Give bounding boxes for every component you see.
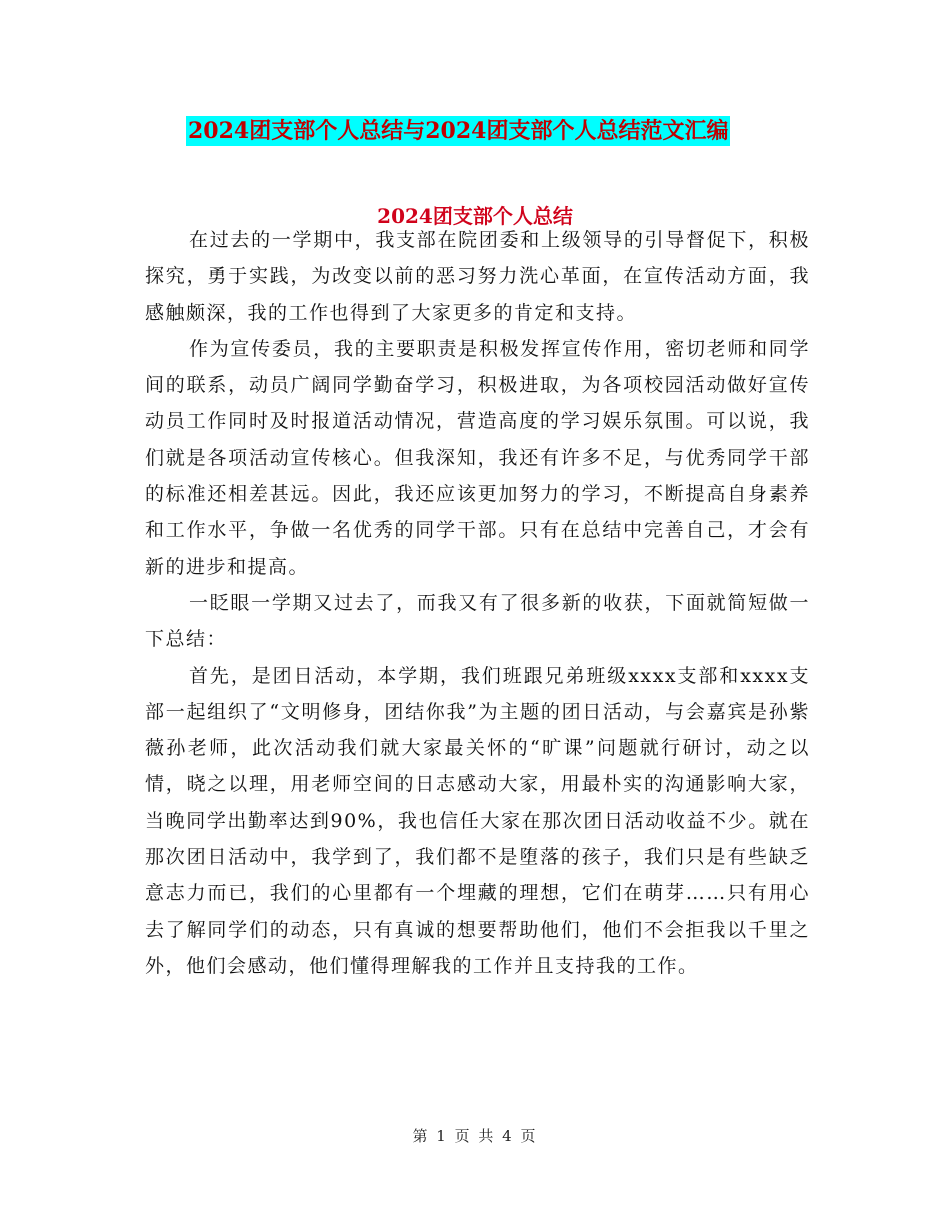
document-main-title: 2024团支部个人总结与2024团支部个人总结范文汇编	[188, 118, 729, 144]
body-paragraph: 一眨眼一学期又过去了，而我又有了很多新的收获，下面就简短做一下总结：	[145, 591, 810, 651]
document-body	[145, 222, 810, 984]
body-paragraph: 首先，是团日活动，本学期，我们班跟兄弟班级xxxx支部和xxxx支部一起组织了“文明修身，团结你我”为主题的团日活动，与会嘉宾是孙紫薇孙老师，此次活动我们就大家最关怀的“旷课”问题就行研讨，动之以情，晓之以理，用老师空间的日志感动大家，用最朴实的沟通影响大家，当晚同学出勤率达到90%，我也信任大家在那次团日活动收益不少。就在那次团日活动中，我学到了，我们都不是堕落的孩子，我们只是有些缺乏意志力而已，我们的心里都有一个埋藏的理想，它们在萌芽……只有用心去了解同学们的动态，只有真诚的想要帮助他们，他们不会拒我以千里之外，他们会感动，他们懂得理解我的工作并且支持我的工作。	[145, 664, 810, 977]
body-paragraph: 在过去的一学期中，我支部在院团委和上级领导的引导督促下，积极探究，勇于实践，为改变以前的恶习努力洗心革面，在宣传活动方面，我感触颇深，我的工作也得到了大家更多的肯定和支持。	[145, 229, 810, 324]
page-number-footer: 第 1 页 共 4 页	[412, 1127, 538, 1145]
section-title: 2024团支部个人总结	[377, 204, 573, 228]
body-paragraph: 作为宣传委员，我的主要职责是积极发挥宣传作用，密切老师和同学间的联系，动员广阔同学勤奋学习，积极进取，为各项校园活动做好宣传动员工作同时及时报道活动情况，营造高度的学习娱乐氛围。可以说，我们就是各项活动宣传核心。但我深知，我还有许多不足，与优秀同学干部的标准还相差甚远。因此，我还应该更加努力的学习，不断提高自身素养和工作水平，争做一名优秀的同学干部。只有在总结中完善自己，才会有新的进步和提高。	[145, 337, 810, 578]
